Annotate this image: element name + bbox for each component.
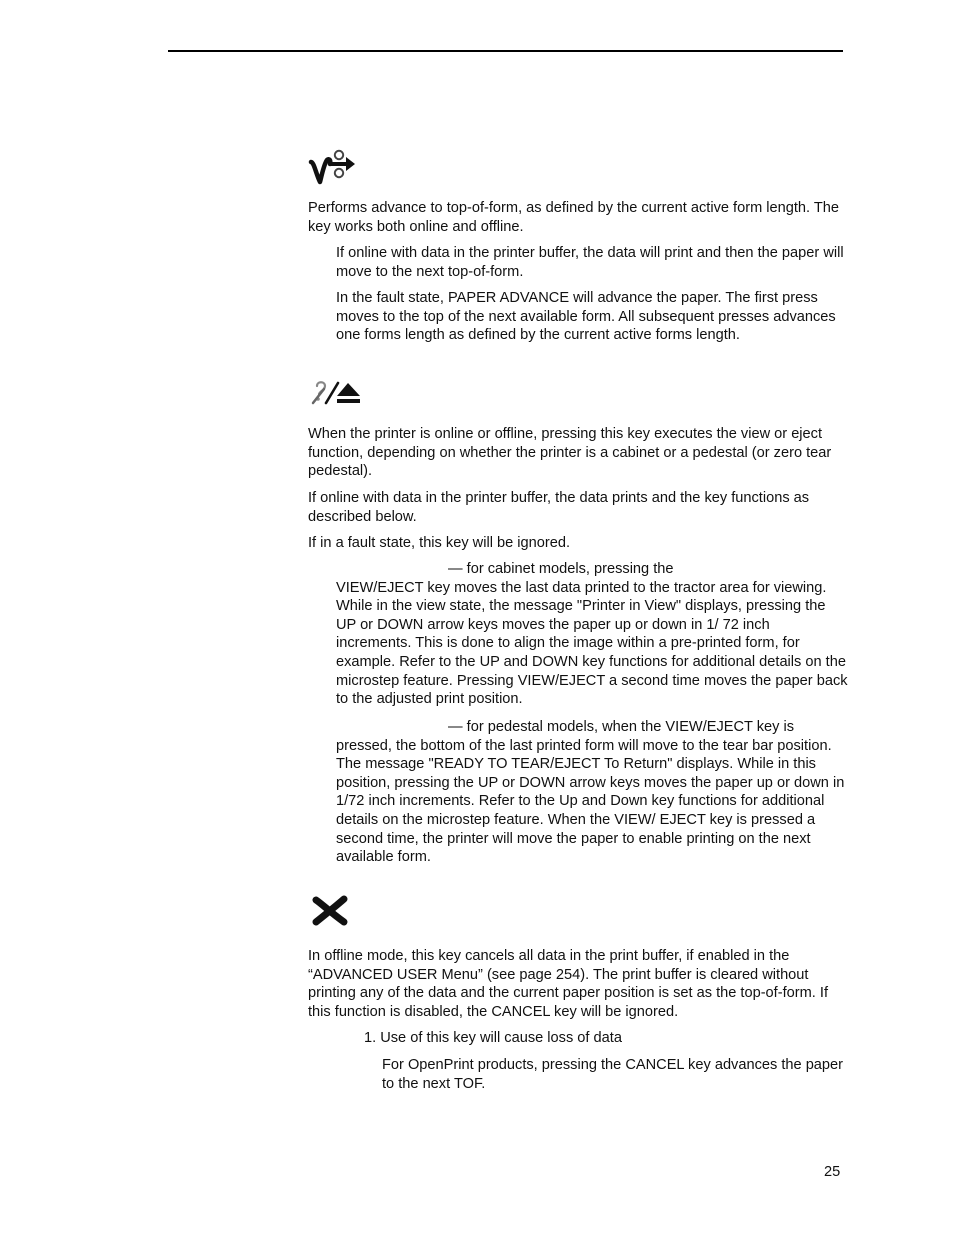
pedestal-lead: — for pedestal models, when the VIEW/EJECT key is <box>448 719 795 735</box>
paper-advance-desc: Performs advance to top-of-form, as defined by the current active form length. The key works both online and offline. <box>308 200 840 235</box>
cabinet-lead: — for cabinet models, pressing the <box>448 561 674 577</box>
cabinet-body: VIEW/EJECT key moves the last data printed to the tractor area for viewing. While in the view state, the message "Printer in View" displays, pressing the UP or DOWN arrow keys moves the paper up or down in 1/ 72 inch increments. This is done to align the image within a pre-printed form, for example. Refer to the UP and DOWN key functions for additional details on the microstep feature. Pressing VIEW/EJECT a second time moves the paper back to the adjusted print position. <box>336 579 848 708</box>
view-eject-pedestal <box>336 718 848 867</box>
paper-advance-online: If online with data in the printer buffer, the data will print and then the paper will move to the next top-of-form. <box>336 245 844 280</box>
cancel-icon <box>310 894 350 928</box>
view-eject-fault: If in a fault state, this key will be ignored. <box>308 535 571 551</box>
paper-advance-icon <box>308 146 358 186</box>
paper-advance-fault: In the fault state, PAPER ADVANCE will advance the paper. The first press moves to the top of the next available form. All subsequent presses advances one forms length as defined by the current active forms length. <box>336 290 836 344</box>
page-number: 25 <box>824 1164 841 1180</box>
pedestal-body: pressed, the bottom of the last printed form will move to the tear bar position. The message "READY TO TEAR/EJECT To Return" displays. While in this position, pressing the UP or DOWN arrow keys moves the paper up or down in 1/72 inch increments. Refer to the Up and Down key functions for additional details on the microstep feature. When the VIEW/ EJECT key is pressed a second time, the printer will move the paper to enable printing on the next available form. <box>336 737 845 866</box>
view-eject-desc: When the printer is online or offline, pressing this key executes the view or eject function, depending on whether the printer is a cabinet or a pedestal (or zero tear pedestal). <box>308 426 832 480</box>
view-eject-icon <box>310 380 364 406</box>
cancel-note-1: 1. Use of this key will cause loss of data <box>364 1030 622 1046</box>
view-eject-online: If online with data in the printer buffer, the data prints and the key functions as described below. <box>308 490 810 525</box>
view-eject-cabinet <box>336 560 848 709</box>
cancel-desc: In offline mode, this key cancels all data in the print buffer, if enabled in the “ADVANCED USER Menu” (see page 254). The print buffer is cleared without printing any of the data and the current paper position is set as the top-of-form. If this function is disabled, the CANCEL key will be ignored. <box>308 948 828 1020</box>
header-rule <box>168 50 843 52</box>
cancel-note-2: For OpenPrint products, pressing the CANCEL key advances the paper to the next TOF. <box>382 1057 844 1092</box>
